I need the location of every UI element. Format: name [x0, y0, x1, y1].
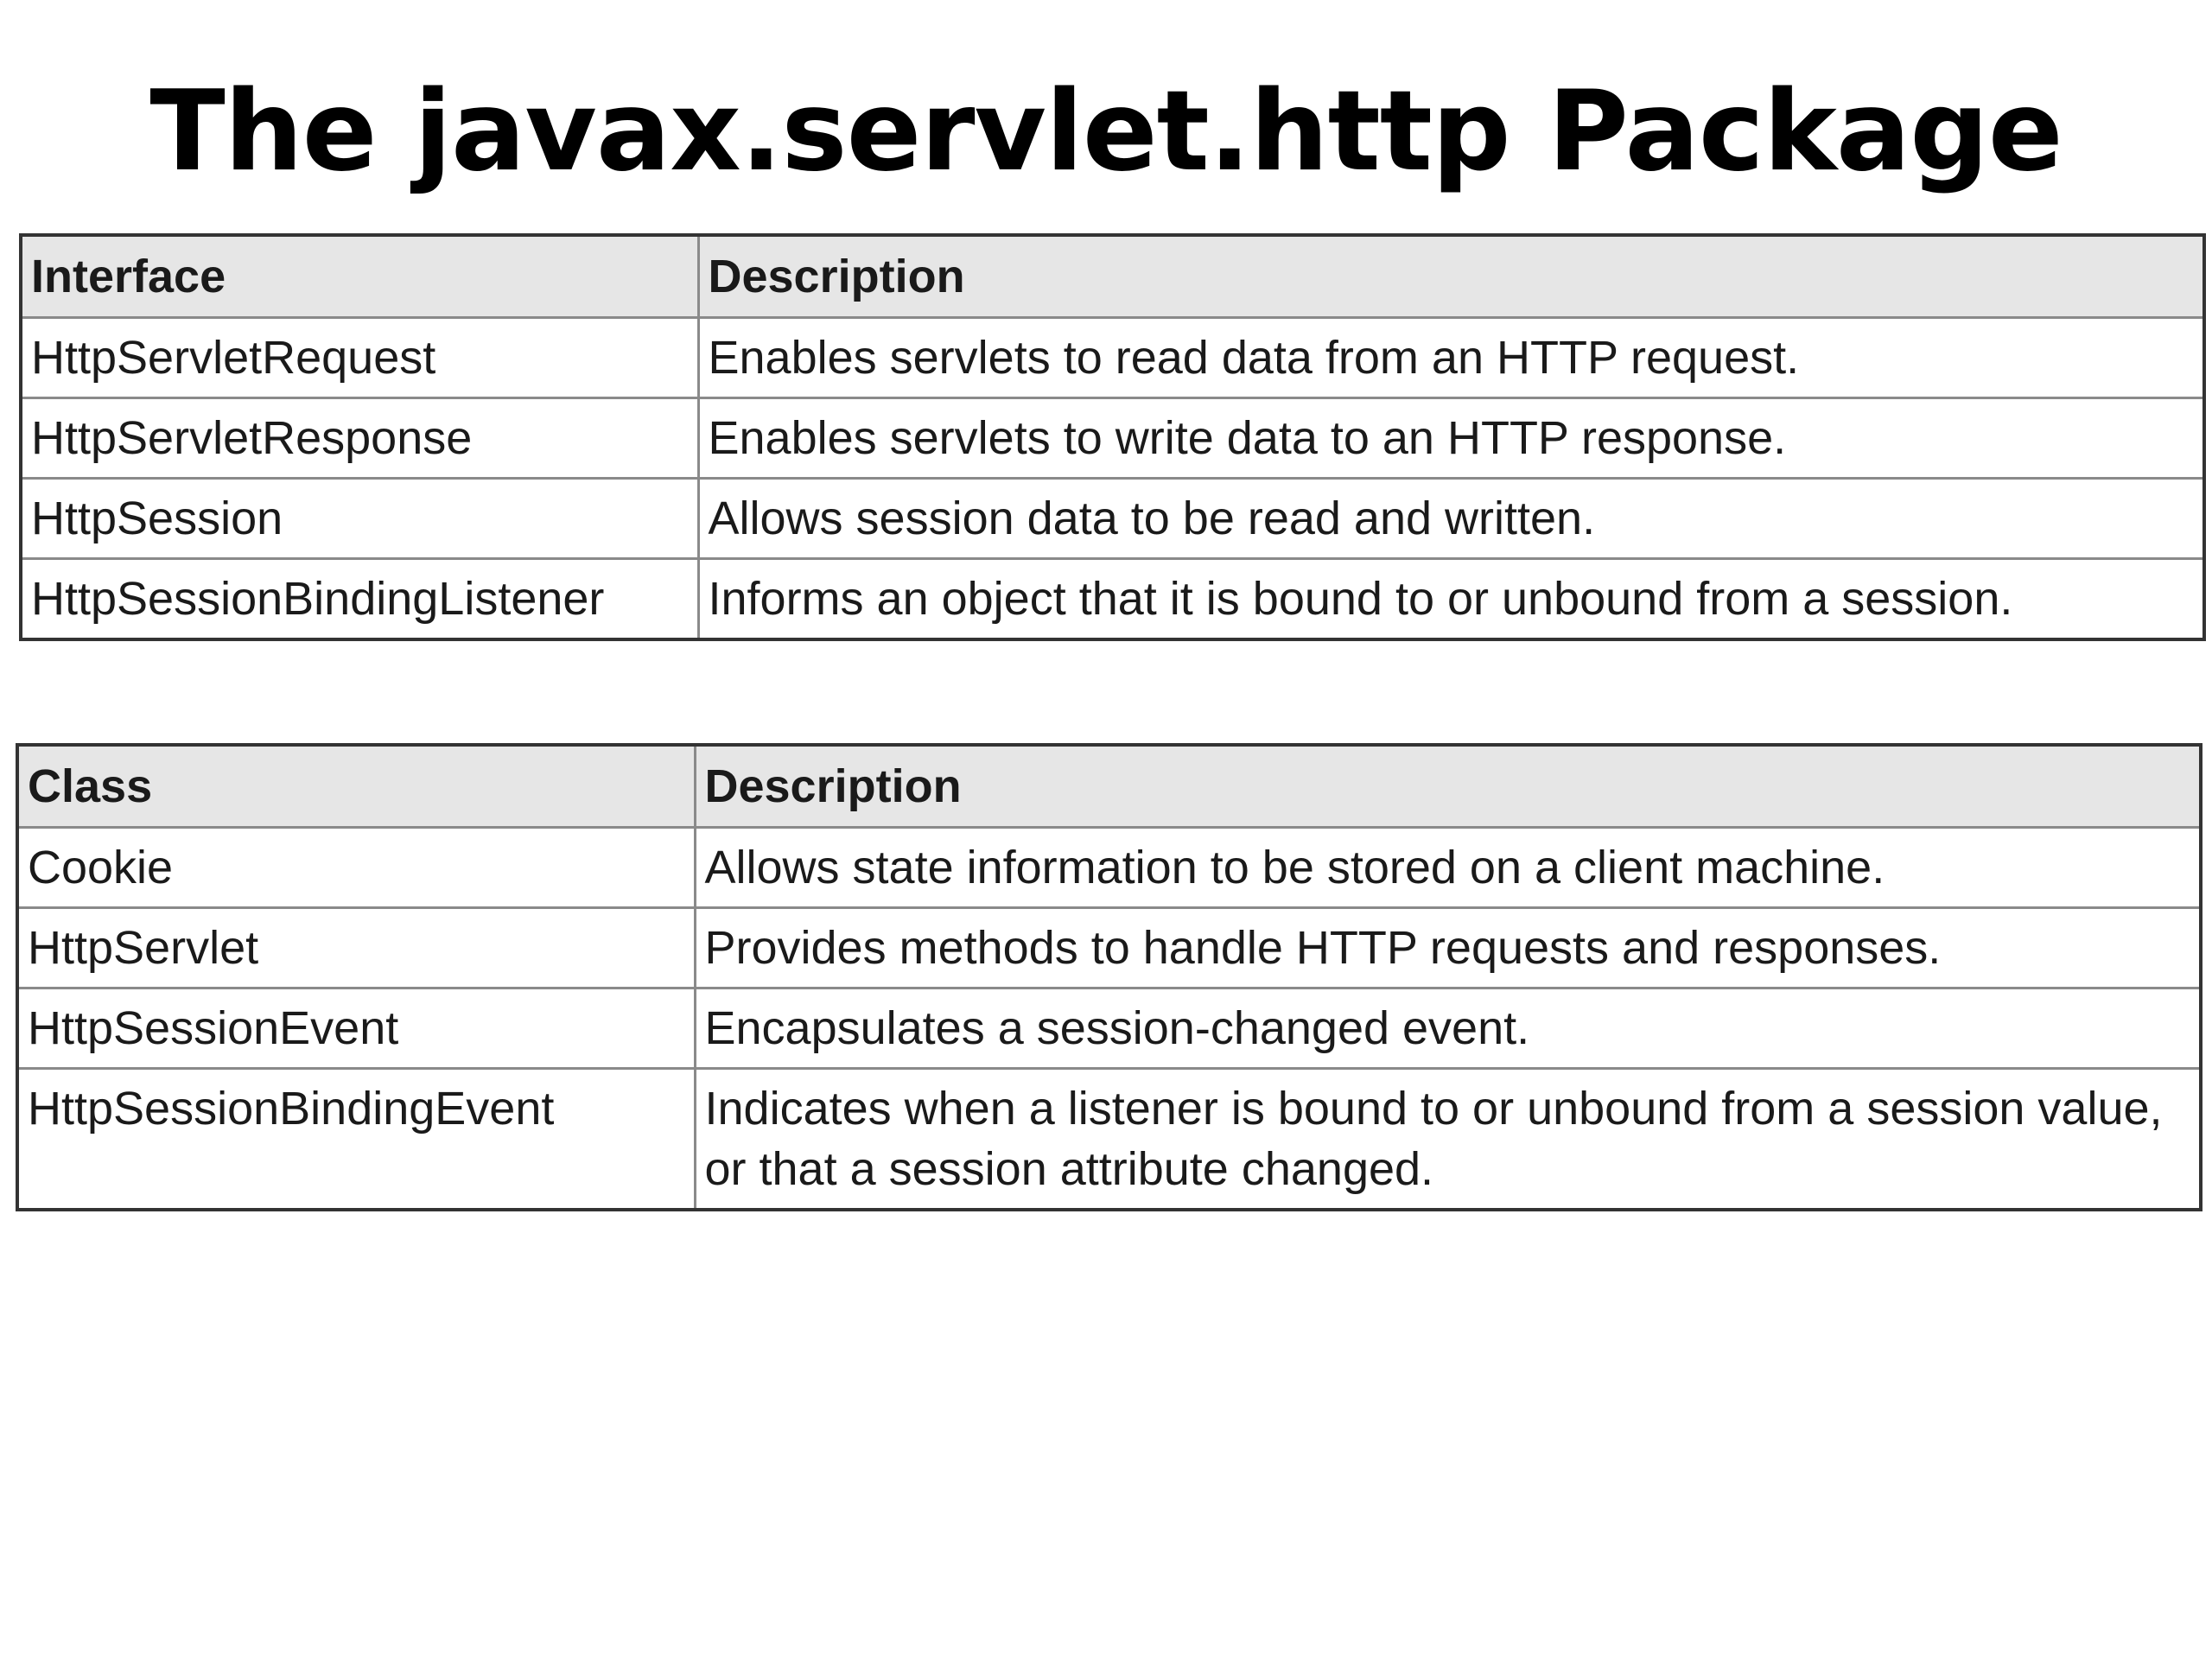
class-description: Encapsulates a session-changed event.: [695, 988, 2201, 1069]
interface-name: HttpSession: [21, 479, 698, 559]
table-row: [17, 908, 2201, 988]
class-description: Allows state information to be stored on a client machine.: [695, 828, 2201, 908]
page-title: The javax.servlet.http Package: [149, 67, 2063, 196]
table-row: [21, 318, 2204, 398]
column-header-description: Description: [698, 235, 2204, 318]
class-description: Indicates when a listener is bound to or unbound from a session value, or that a session attribute changed.: [695, 1069, 2201, 1211]
class-description: Provides methods to handle HTTP requests and responses.: [695, 908, 2201, 988]
table-header-row: [21, 235, 2204, 318]
table-row: [21, 479, 2204, 559]
column-header-description: Description: [695, 745, 2201, 828]
interface-description: Enables servlets to write data to an HTTP response.: [698, 398, 2204, 479]
class-name: Cookie: [17, 828, 695, 908]
interface-name: HttpSessionBindingListener: [21, 559, 698, 640]
table-row: [21, 559, 2204, 640]
table-header-row: [17, 745, 2201, 828]
interface-table: [19, 233, 2206, 641]
table-row: [21, 398, 2204, 479]
class-name: HttpSessionBindingEvent: [17, 1069, 695, 1211]
interface-description: Informs an object that it is bound to or unbound from a session.: [698, 559, 2204, 640]
table-row: [17, 828, 2201, 908]
class-table: [16, 743, 2202, 1211]
interface-name: HttpServletRequest: [21, 318, 698, 398]
column-header-class: Class: [17, 745, 695, 828]
table-row: [17, 1069, 2201, 1211]
column-header-interface: Interface: [21, 235, 698, 318]
class-name: HttpSessionEvent: [17, 988, 695, 1069]
interface-description: Allows session data to be read and written.: [698, 479, 2204, 559]
class-name: HttpServlet: [17, 908, 695, 988]
interface-description: Enables servlets to read data from an HTTP request.: [698, 318, 2204, 398]
table-row: [17, 988, 2201, 1069]
interface-name: HttpServletResponse: [21, 398, 698, 479]
